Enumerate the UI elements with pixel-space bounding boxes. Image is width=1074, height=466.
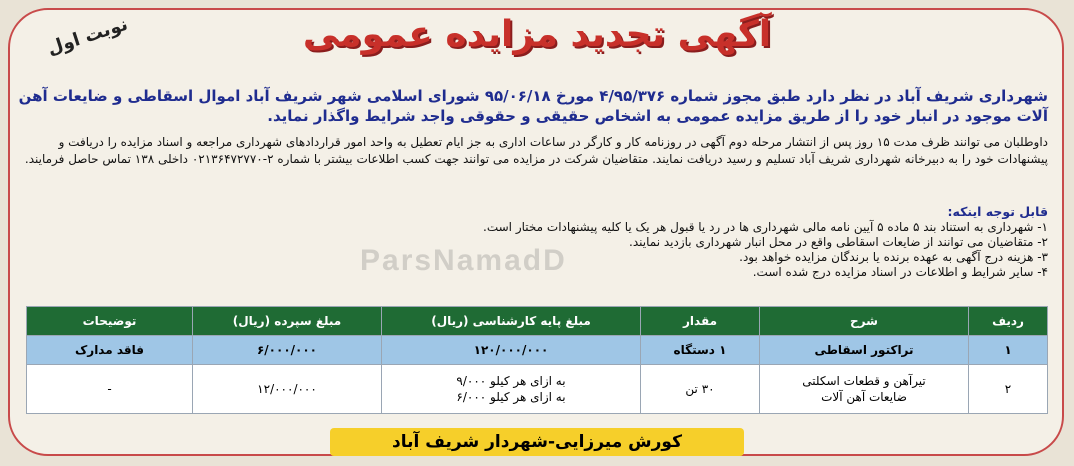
cell-notes: - bbox=[27, 365, 193, 414]
watermark: ParsNamadD bbox=[360, 244, 567, 277]
cell-deposit: ۶/۰۰۰/۰۰۰ bbox=[193, 336, 382, 365]
body-paragraph: داوطلبان می توانند ظرف مدت ۱۵ روز پس از انتشار مرحله دوم آگهی در روزنامه کار و کارگر در ساعات اداری به جز ایام تعطیل به واحد امور قراردادهای شهرداری مراجعه و اسناد مزایده را دریافت و پیشنهادات خود را به دبیرخانه شهرداری شریف آباد تسلیم و رسید دریافت نمایند. متقاضیان شرکت در مزایده می توانند جهت کسب اطلاعات بیشتر با شماره ۲-۰۲۱۳۶۴۷۲۷۷۰ داخلی ۱۳۸ تماس حاصل فرمایند. bbox=[24, 135, 1048, 166]
cell-line: ضایعات آهن آلات bbox=[821, 390, 907, 404]
col-header-quantity: مقدار bbox=[641, 307, 760, 336]
cell-quantity: ۳۰ تن bbox=[641, 365, 760, 414]
col-header-notes: توضیحات bbox=[27, 307, 193, 336]
turn-label: نوبت اول bbox=[44, 13, 131, 60]
cell-description: تراکتور اسقاطی bbox=[760, 336, 969, 365]
mayor-signature-banner: کورش میرزایی-شهردار شریف آباد bbox=[330, 428, 744, 456]
note-item: ۳- هزینه درج آگهی به عهده برنده یا برندگان مزایده خواهد بود. bbox=[739, 250, 1048, 264]
cell-description bbox=[760, 365, 969, 414]
col-header-base-price: مبلغ پایه کارشناسی (ریال) bbox=[382, 307, 641, 336]
cell-line: به ازای هر کیلو ۶/۰۰۰ bbox=[456, 390, 566, 404]
items-table bbox=[26, 306, 1048, 414]
table-row bbox=[27, 336, 1048, 365]
col-header-description: شرح bbox=[760, 307, 969, 336]
cell-base-price: ۱۲۰/۰۰۰/۰۰۰ bbox=[382, 336, 641, 365]
intro-paragraph: شهرداری شریف آباد در نظر دارد طبق مجوز شماره ۴/۹۵/۳۷۶ مورخ ۹۵/۰۶/۱۸ شورای اسلامی شهر شریف آباد اموال اسقاطی و ضایعات آهن آلات موجود در انبار خود را از طریق مزایده عمومی به اشخاص حقیقی و حقوقی واجد شرایط واگذار نماید. bbox=[18, 87, 1048, 125]
cell-line: به ازای هر کیلو ۹/۰۰۰ bbox=[456, 374, 566, 388]
notes-heading: قابل توجه اینکه: bbox=[947, 204, 1048, 219]
cell-notes: فاقد مدارک bbox=[27, 336, 193, 365]
note-item: ۴- سایر شرایط و اطلاعات در اسناد مزایده درج شده است. bbox=[752, 265, 1048, 279]
col-header-row-number: ردیف bbox=[969, 307, 1048, 336]
cell-deposit: ۱۲/۰۰۰/۰۰۰ bbox=[193, 365, 382, 414]
ad-title: آگهی تجدید مزایده عمومی bbox=[302, 14, 772, 55]
table-row bbox=[27, 365, 1048, 414]
note-item: ۱- شهرداری به استناد بند ۵ ماده ۵ آیین نامه مالی شهرداری ها در رد یا قبول هر یک یا کلیه پیشنهادات مختار است. bbox=[483, 220, 1048, 234]
col-header-deposit: مبلغ سپرده (ریال) bbox=[193, 307, 382, 336]
cell-line: تیرآهن و قطعات اسکلتی bbox=[802, 374, 926, 388]
note-item: ۲- متقاضیان می توانند از ضایعات اسقاطی واقع در محل انبار شهرداری بازدید نمایند. bbox=[629, 235, 1048, 249]
table-header-row bbox=[27, 307, 1048, 336]
cell-base-price bbox=[382, 365, 641, 414]
cell-row-number: ۲ bbox=[969, 365, 1048, 414]
cell-quantity: ۱ دستگاه bbox=[641, 336, 760, 365]
cell-row-number: ۱ bbox=[969, 336, 1048, 365]
